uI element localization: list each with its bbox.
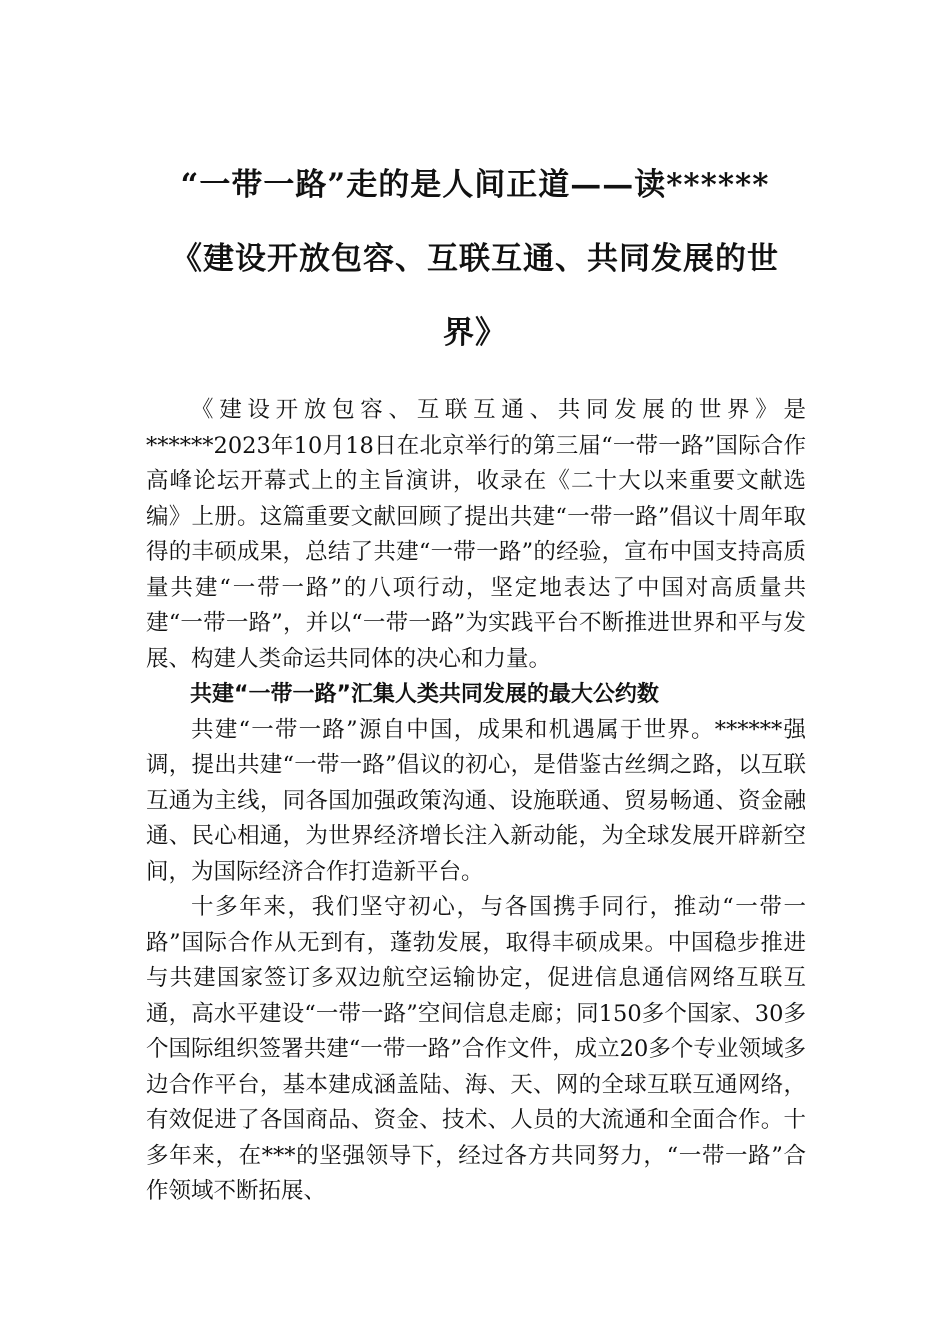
title-line-1: “一带一路”走的是人间正道——读****** xyxy=(180,167,770,203)
paragraph-intro: 《建设开放包容、互联互通、共同发展的世界》是******2023年10月18日在北京举行的第三届“一带一路”国际合作高峰论坛开幕式上的主旨演讲，收录在《二十大以来重要文献选编》上册。这篇重要文献回顾了提出共建“一带一路”倡议十周年取得的丰硕成果，总结了共建“一带一路”的经验，宣布中国支持高质量共建“一带一路”的八项行动，坚定地表达了中国对高质量共建“一带一路”，并以“一带一路”为实践平台不断推进世界和平与发展、构建人类命运共同体的决心和力量。 xyxy=(146,397,806,672)
section-heading: 共建“一带一路”汇集人类共同发展的最大公约数 xyxy=(190,682,659,707)
title-line-3: 界》 xyxy=(443,315,507,351)
document-title xyxy=(140,148,810,370)
title-line-2: 《建设开放包容、互联互通、共同发展的世 xyxy=(171,241,779,277)
paragraph-origin: 共建“一带一路”源自中国，成果和机遇属于世界。******强调，提出共建“一带一路”倡议的初心，是借鉴古丝绸之路，以互联互通为主线，同各国加强政策沟通、设施联通、贸易畅通、资金融通、民心相通，为世界经济增长注入新动能，为全球发展开辟新空间，为国际经济合作打造新平台。 xyxy=(146,716,806,885)
paragraph-achievements: 十多年来，我们坚守初心，与各国携手同行，推动“一带一路”国际合作从无到有，蓬勃发展，取得丰硕成果。中国稳步推进与共建国家签订多双边航空运输协定，促进信息通信网络互联互通，高水平建设“一带一路”空间信息走廊；同150多个国家、30多个国际组织签署共建“一带一路”合作文件，成立20多个专业领域多边合作平台，基本建成涵盖陆、海、天、网的全球互联互通网络，有效促进了各国商品、资金、技术、人员的大流通和全面合作。十多年来，在***的坚强领导下，经过各方共同努力，“一带一路”合作领域不断拓展、 xyxy=(146,894,806,1204)
document-body xyxy=(146,393,806,1210)
